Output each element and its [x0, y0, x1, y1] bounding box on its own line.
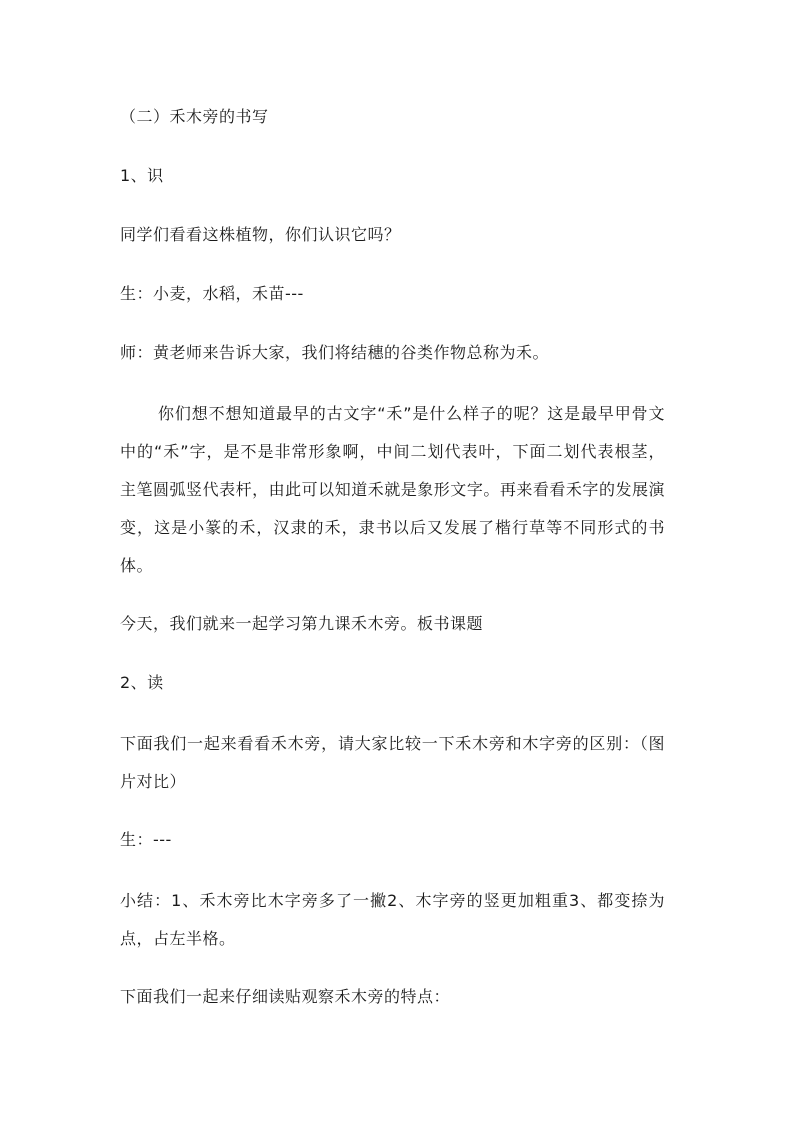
section-heading: （二）禾木旁的书写 [120, 107, 269, 126]
paragraph-oracle-explanation: 你们想不想知道最早的古文字“禾”是什么样子的呢？这是最早甲骨文中的“禾”字，是不是非常形象啊，中间二划代表叶，下面二划代表根茎，主笔圆弧竖代表杆，由此可以知道禾就是象形文字。再来看看禾字的发展演变，这是小篆的禾，汉隶的禾，隶书以后又发展了楷行草等不同形式的书体。 [120, 404, 665, 575]
paragraph-summary: 小结：1、禾木旁比木字旁多了一撇2、木字旁的竖更加粗重3、都变捺为点，占左半格。 [120, 891, 665, 948]
step2-heading: 2、读 [120, 673, 164, 692]
paragraph-student-answer: 生：小麦，水稻，禾苗--- [120, 284, 304, 303]
paragraph-today: 今天，我们就来一起学习第九课禾木旁。板书课题 [120, 614, 484, 633]
paragraph-student-dash: 生：--- [120, 830, 172, 849]
paragraph-observe: 下面我们一起来仔细读贴观察禾木旁的特点： [120, 987, 451, 1006]
paragraph-compare: 下面我们一起来看看禾木旁，请大家比较一下禾木旁和木字旁的区别：（图片对比） [120, 734, 665, 791]
paragraph-question: 同学们看看这株植物，你们认识它吗？ [120, 225, 401, 244]
paragraph-teacher-says: 师：黄老师来告诉大家，我们将结穗的谷类作物总称为禾。 [120, 343, 550, 362]
document-body [120, 100, 665, 1039]
step1-heading: 1、识 [120, 166, 164, 185]
